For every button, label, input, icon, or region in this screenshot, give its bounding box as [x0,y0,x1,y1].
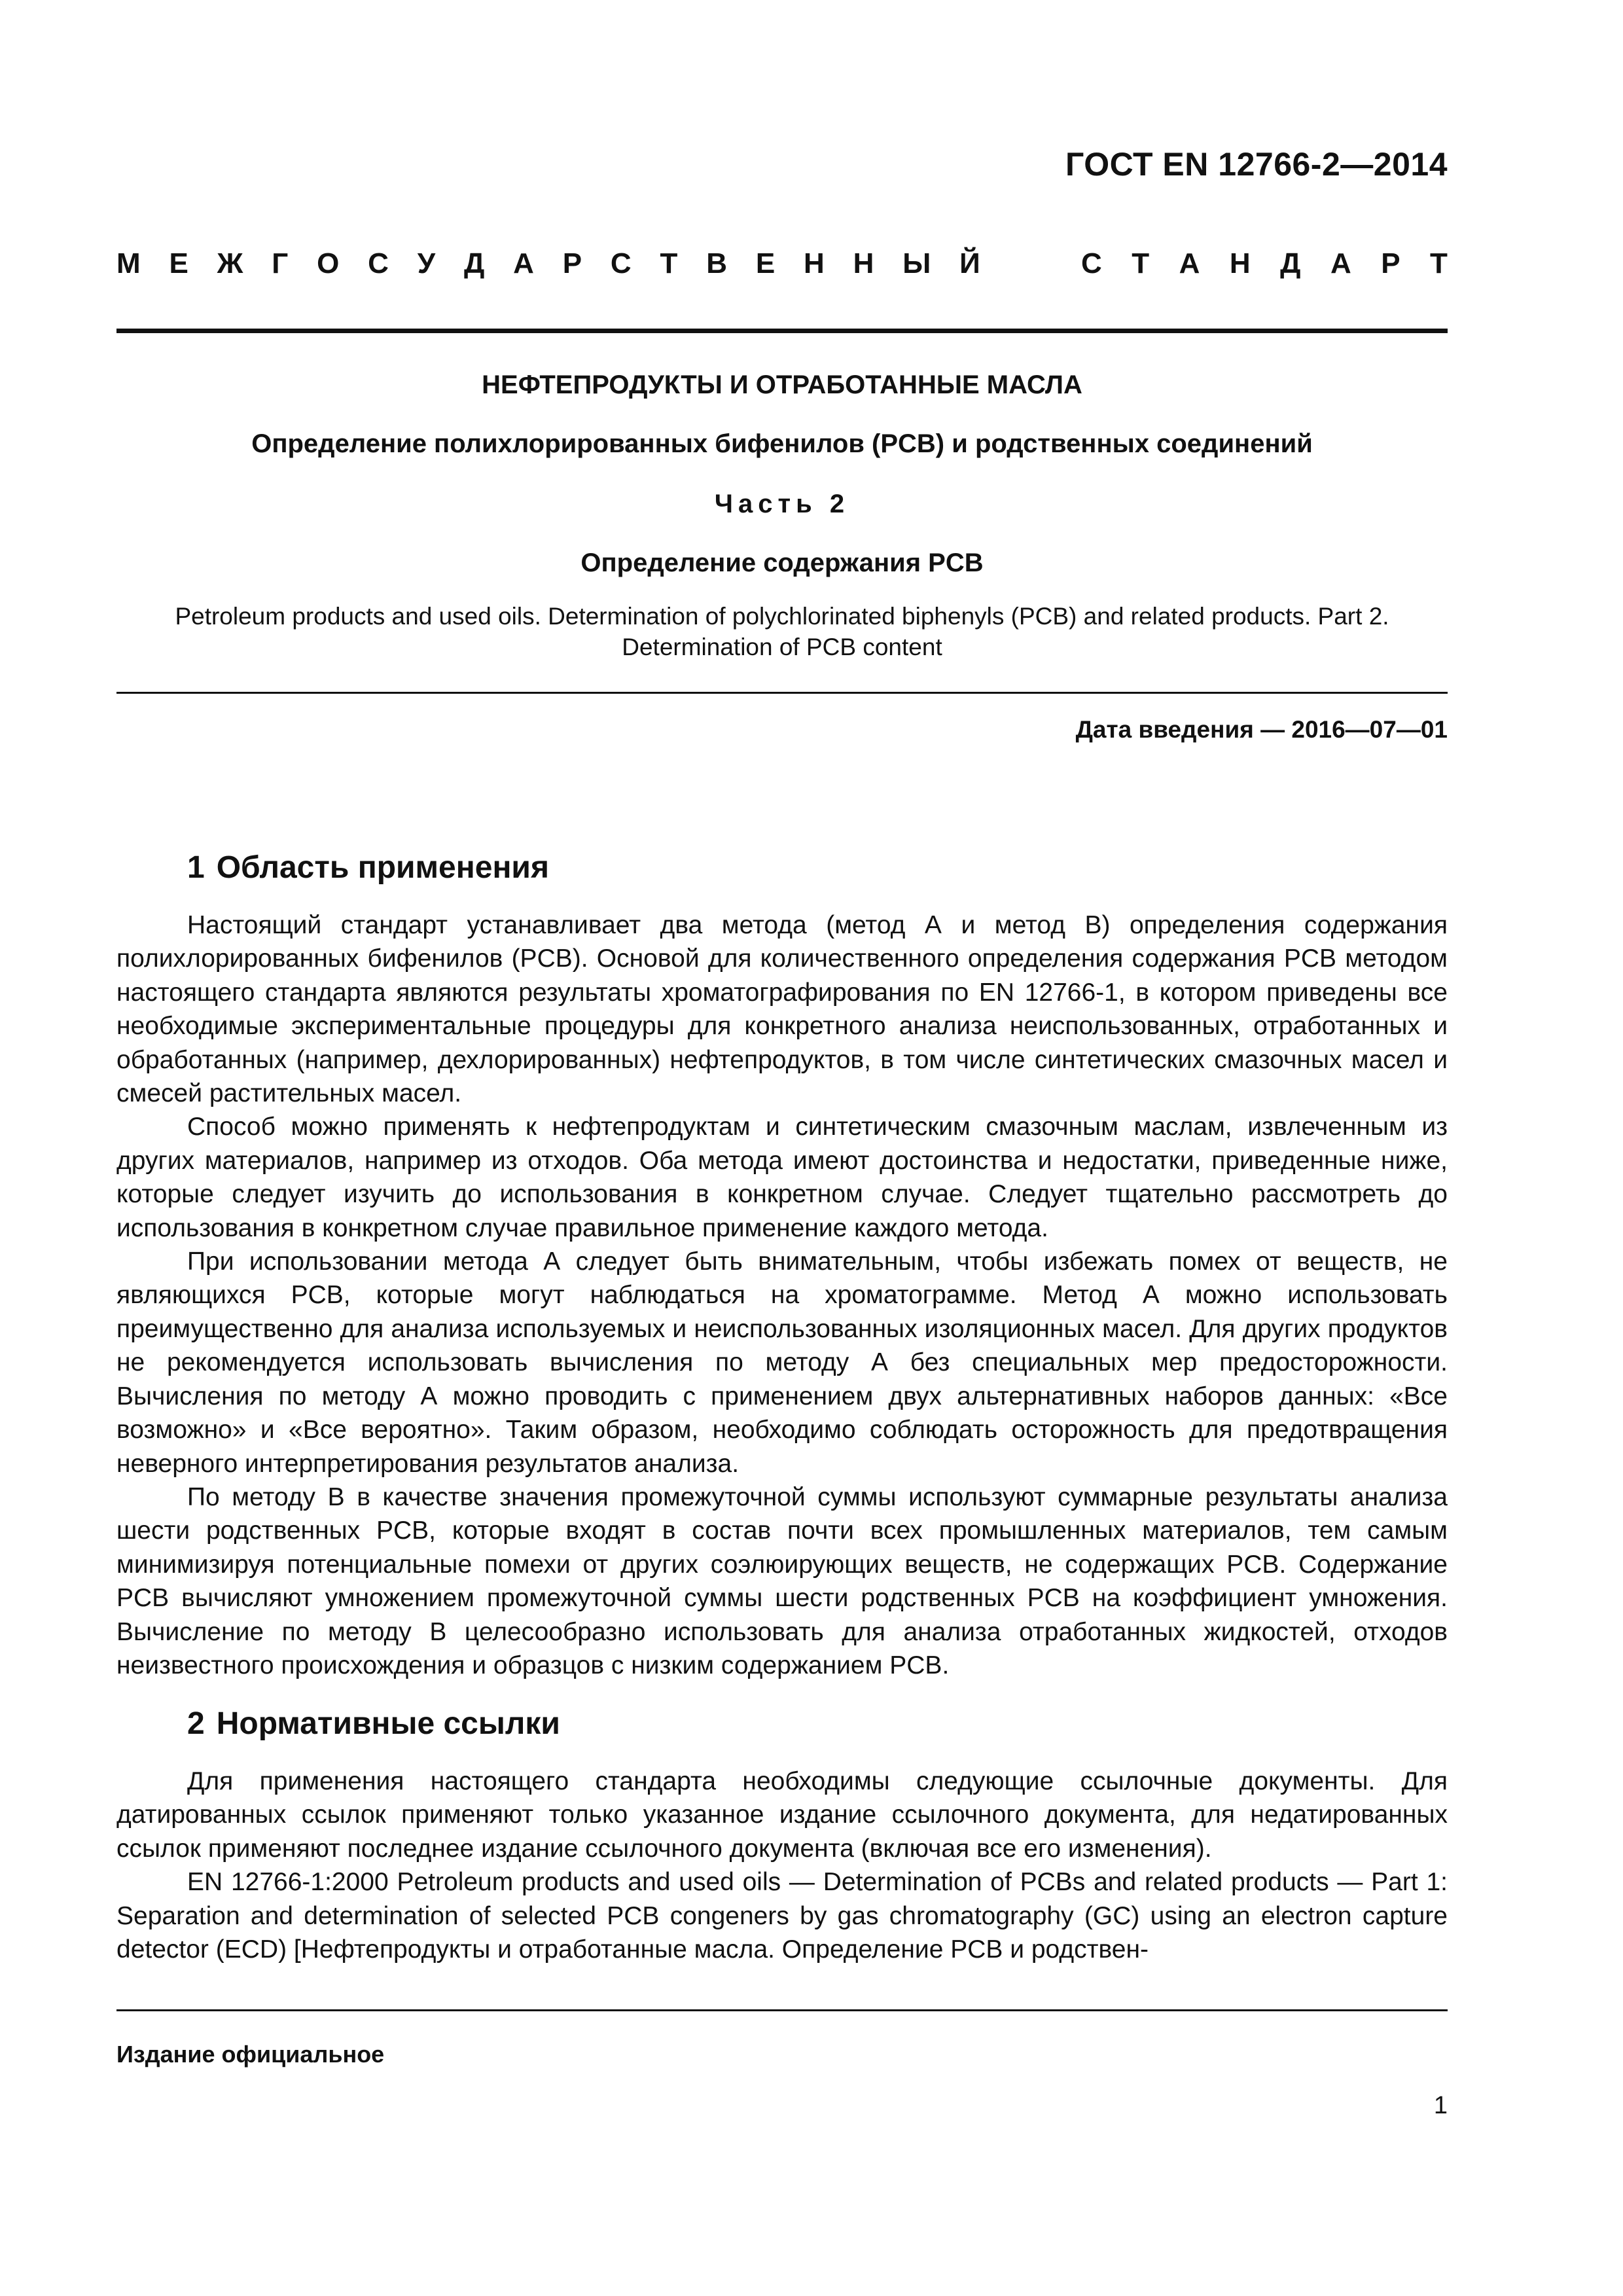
paragraph: Способ можно применять к нефтепродуктам и синтетическим смазочным маслам, извлеченным из других материалов, например из отходов. Оба метода имеют достоинства и недостатки, приведенные ниже, которые следует изучить до использования в конкретном случае. Следует тщательно рассмотреть до использования в конкретном случае правильное применение каждого метода. [116,1113,1448,1242]
section-body-references [116,1765,1448,1966]
standard-word [1081,247,1448,280]
banner-letter: В [706,247,728,279]
banner-letter: Ж [217,247,243,279]
banner-letter: Г [272,247,289,279]
banner-letter: Т [660,247,678,279]
banner-letter: Н [853,247,874,279]
banner-letter: Й [959,247,980,279]
banner-letter: О [317,247,340,279]
official-edition-label: Издание официальное [116,2041,385,2068]
page-number: 1 [1433,2092,1448,2119]
banner-letter: Н [1229,247,1251,279]
paragraph: Для применения настоящего стандарта необходимы следующие ссылочные документы. Для датированных ссылок применяют только указанное издание ссылочного документа, для недатированных ссылок применяют последнее издание ссылочного документа (включая все его изменения). [116,1767,1448,1863]
banner-letter: А [513,247,534,279]
section-title: Нормативные ссылки [216,1706,560,1741]
banner-letter: Т [1430,247,1448,279]
section-number: 1 [187,850,205,885]
footer-divider [116,2009,1448,2011]
banner-letter: Е [169,247,188,279]
english-title-line: Petroleum products and used oils. Determination of polychlorinated biphenyls (PCB) and related products. Part 2. [175,603,1389,630]
interstate-standard-banner [116,247,1448,280]
part-label: Часть 2 [714,490,850,518]
english-title-line: Determination of PCB content [622,634,942,660]
banner-letter: Р [562,247,582,279]
introduction-date: Дата введения — 2016—07—01 [1075,716,1448,743]
english-title [116,601,1448,662]
paragraph: По методу В в качестве значения промежуточной суммы используют суммарные результаты анализа шести родственных PCB, которые входят в состав почти всех промышленных материалов, тем самым минимизируя потенциальные помехи от других соэлюирующих веществ, не содержащих PCB. Содержание PCB вычисляют умножением промежуточной суммы шести родственных PCB на коэффициент умножения. Вычисление по методу В целесообразно использовать для анализа отработанных жидкостей, отходов неизвестного происхождения и образцов с низким содержанием PCB. [116,1482,1448,1679]
section-heading-references [187,1706,560,1742]
paragraph: При использовании метода А следует быть внимательным, чтобы избежать помех от веществ, не являющихся PCB, которые могут наблюдаться на хроматограмме. Метод А можно использовать преимущественно для анализа используемых и неиспользованных изоляционных масел. Для других продуктов не рекомендуется использовать вычисления по методу А без специальных мер предосторожности. Вычисления по методу А можно проводить с применением двух альтернативных наборов данных: «Все возможно» и «Все вероятно». Таким образом, необходимо соблюдать осторожность для предотвращения неверного интерпретирования результатов анализа. [116,1247,1448,1478]
banner-letter: Д [463,247,485,279]
section-title: Область применения [216,850,549,885]
paragraph: Настоящий стандарт устанавливает два метода (метод А и метод В) определения содержания полихлорированных бифенилов (PCB). Основой для количественного определения содержания PCB методом настоящего стандарта являются результаты хроматографирования по EN 12766-1, в котором приведены все необходимые экспериментальные процедуры для конкретного анализа неиспользованных, отработанных и обработанных (например, дехлорированных) нефтепродуктов, в том числе синтетических смазочных масел и смесей растительных масел. [116,911,1448,1108]
banner-letter: А [1179,247,1200,279]
banner-letter: А [1330,247,1351,279]
document-title: НЕФТЕПРОДУКТЫ И ОТРАБОТАННЫЕ МАСЛА [482,370,1082,399]
document-number: ГОСТ EN 12766-2—2014 [1065,146,1448,183]
banner-letter: Т [1132,247,1150,279]
banner-letter: У [417,247,436,279]
banner-letter: Р [1381,247,1400,279]
banner-letter: М [116,247,141,279]
header-divider [116,329,1448,333]
section-number: 2 [187,1706,205,1741]
title-divider [116,692,1448,694]
banner-letter: Е [755,247,776,279]
banner-letter: Н [804,247,825,279]
document-subtitle: Определение полихлорированных бифенилов (PCB) и родственных соединений [251,429,1313,458]
banner-letter: С [1081,247,1102,279]
paragraph: EN 12766-1:2000 Petroleum products and used oils — Determination of PCBs and related products — Part 1: Separation and determination of selected PCB congeners by gas chromatography (GC) using an electron capture detector (ECD) [Нефтепродукты и отработанные масла. Определение PCB и родствен- [116,1868,1448,1964]
section-heading-scope [187,850,549,886]
interstate-word [116,247,980,280]
banner-letter: Ы [902,247,931,279]
banner-letter: С [610,247,632,279]
section-body-scope [116,908,1448,1682]
banner-letter: С [368,247,389,279]
part-title: Определение содержания PCB [580,548,984,577]
banner-letter: Д [1280,247,1301,279]
